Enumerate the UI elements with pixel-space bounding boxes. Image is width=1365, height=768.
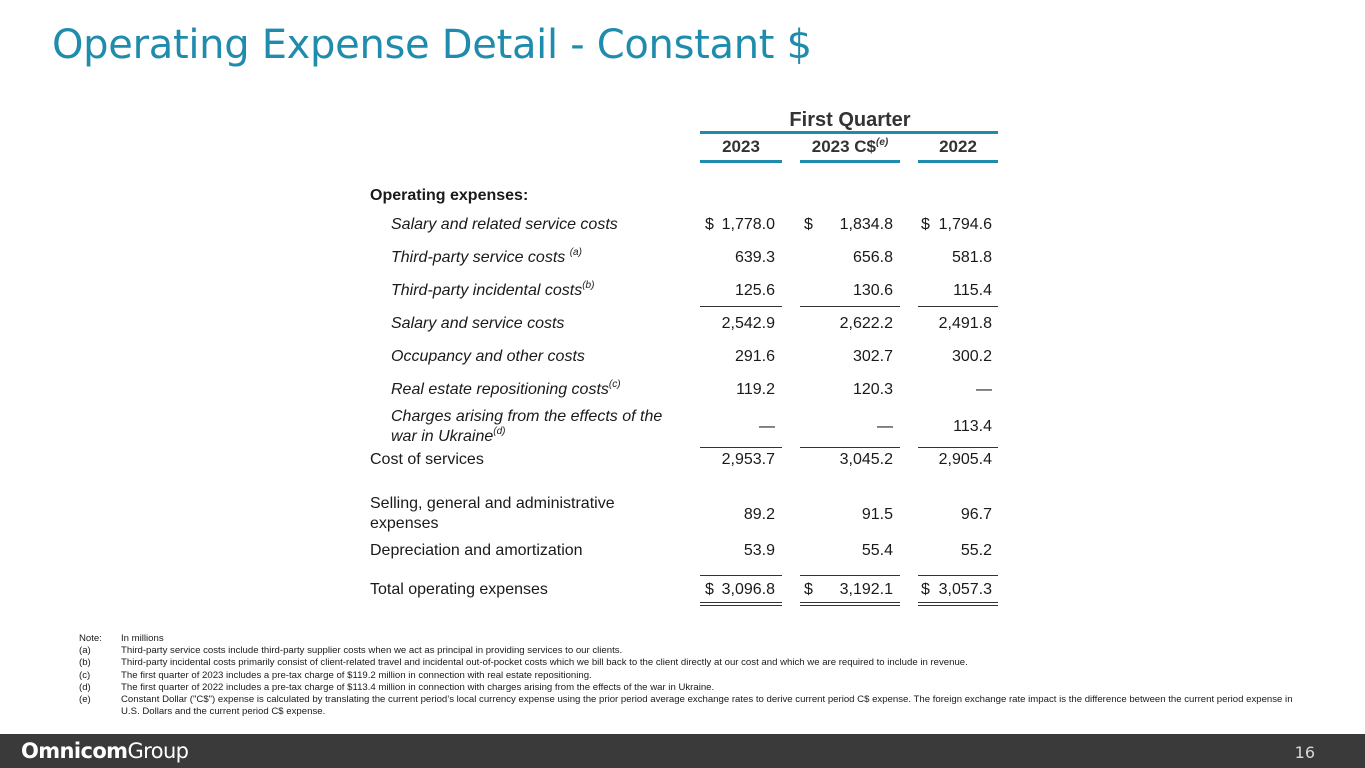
section-label: Operating expenses:	[370, 187, 529, 204]
cell-value: 300.2	[951, 348, 992, 365]
column-header-2023-cd: 2023 C\$$^{(e)}$	[811, 137, 889, 156]
cell-value: 96.7	[960, 506, 992, 523]
cell-value: 3,057.3	[938, 581, 992, 598]
dollar-sign: $	[705, 581, 714, 598]
total-rule	[800, 575, 900, 576]
cell-value: 302.7	[852, 348, 893, 365]
row-label: Third-party incidental costs$^{(b)}$	[391, 280, 595, 299]
cell-value: —	[759, 418, 775, 435]
cell-value: 1,778.0	[721, 216, 775, 233]
cell-value: 2,953.7	[721, 451, 775, 468]
cell-value: 3,045.2	[839, 451, 893, 468]
footnotes	[79, 633, 1299, 718]
cell-value: 119.2	[736, 381, 775, 398]
row-label: Salary and related service costs	[391, 216, 618, 233]
cell-value: 125.6	[734, 282, 775, 299]
subtotal-rule	[800, 306, 900, 307]
cell-value: 115.4	[953, 282, 992, 299]
omnicom-logo: OmnicomGroup	[21, 739, 189, 763]
double-rule	[700, 602, 782, 603]
cell-value: 656.8	[852, 249, 893, 266]
column-header-2022: 2022	[939, 137, 977, 156]
row-label: Charges arising from the effects of the	[391, 408, 663, 425]
cell-value: 55.2	[960, 542, 992, 559]
row-label: Occupancy and other costs	[391, 348, 585, 365]
footnote: (c) The first quarter of 2023 includes a pre-tax charge of $119.2 million in connection with real estate repositioning.	[79, 669, 592, 681]
dollar-sign: $	[705, 216, 714, 233]
group-header-underline	[700, 131, 998, 134]
col2-header-underline	[800, 160, 900, 163]
double-rule	[700, 605, 782, 606]
column-header-2023: 2023	[722, 137, 760, 156]
subtotal-rule	[918, 447, 998, 448]
dollar-sign: $	[921, 216, 930, 233]
cell-value: 3,192.1	[839, 581, 893, 598]
footnote: Note: In millions	[79, 633, 164, 644]
double-rule	[800, 602, 900, 603]
cell-value: —	[976, 381, 992, 398]
row-label-continued: expenses	[370, 515, 439, 532]
dollar-sign: $	[804, 216, 813, 233]
double-rule	[918, 602, 998, 603]
cell-value: 113.4	[953, 418, 992, 435]
cell-value: 91.5	[861, 506, 893, 523]
row-label: Real estate repositioning costs$^{(c)}$	[391, 379, 621, 398]
subtotal-rule	[700, 447, 782, 448]
cell-value: 1,794.6	[938, 216, 992, 233]
cell-value: 89.2	[743, 506, 775, 523]
cell-value: 2,622.2	[839, 315, 893, 332]
col1-header-underline	[700, 160, 782, 163]
footnote: (e) Constant Dollar ("C$") expense is calculated by translating the current period’s local currency expense using the prior period average exchange rates to derive current period C$ expense. The foreign exchange rate impact is the difference between the current period expense in U.S. Dollars and the current period C$ expense.	[79, 694, 1293, 718]
row-label: Depreciation and amortization	[370, 542, 583, 559]
double-rule	[800, 605, 900, 606]
cell-value: 581.8	[951, 249, 992, 266]
row-label-continued: war in Ukraine$^{(d)}$	[391, 426, 506, 445]
subtotal-rule	[800, 447, 900, 448]
subtotal-rule	[700, 306, 782, 307]
cell-value: 2,491.8	[938, 315, 992, 332]
footnote: (d) The first quarter of 2022 includes a pre-tax charge of $113.4 million in connection with charges arising from the effects of the war in Ukraine.	[79, 681, 715, 693]
cell-value: 2,542.9	[721, 315, 775, 332]
page-title: Operating Expense Detail - Constant $	[52, 22, 812, 68]
page-number: 16	[1294, 743, 1315, 762]
subtotal-rule	[918, 306, 998, 307]
cell-value: 55.4	[861, 542, 893, 559]
cell-value: 130.6	[852, 282, 893, 299]
row-label: Total operating expenses	[370, 581, 548, 598]
row-label: Selling, general and administrative	[370, 495, 615, 512]
footnote: (b) Third-party incidental costs primarily consist of client-related travel and incidental out-of-pocket costs which we bill back to the client directly at our cost and which we are required to include in revenue.	[79, 657, 968, 669]
cell-value: 1,834.8	[839, 216, 893, 233]
dollar-sign: $	[921, 581, 930, 598]
footer-bar	[0, 734, 1365, 768]
row-label: Third-party service costs $^{(a)}$	[391, 247, 582, 266]
double-rule	[918, 605, 998, 606]
cell-value: 53.9	[743, 542, 775, 559]
col3-header-underline	[918, 160, 998, 163]
dollar-sign: $	[804, 581, 813, 598]
cell-value: —	[877, 418, 893, 435]
cell-value: 2,905.4	[938, 451, 992, 468]
footnote: (a) Third-party service costs include third-party supplier costs when we act as principal in providing services to our clients.	[79, 645, 623, 657]
cell-value: 291.6	[734, 348, 775, 365]
total-rule	[700, 575, 782, 576]
row-label: Salary and service costs	[391, 315, 565, 332]
cell-value: 639.3	[734, 249, 775, 266]
cell-value: 120.3	[852, 381, 893, 398]
group-header: First Quarter	[789, 109, 911, 131]
total-rule	[918, 575, 998, 576]
cell-value: 3,096.8	[721, 581, 775, 598]
row-label: Cost of services	[370, 451, 484, 468]
